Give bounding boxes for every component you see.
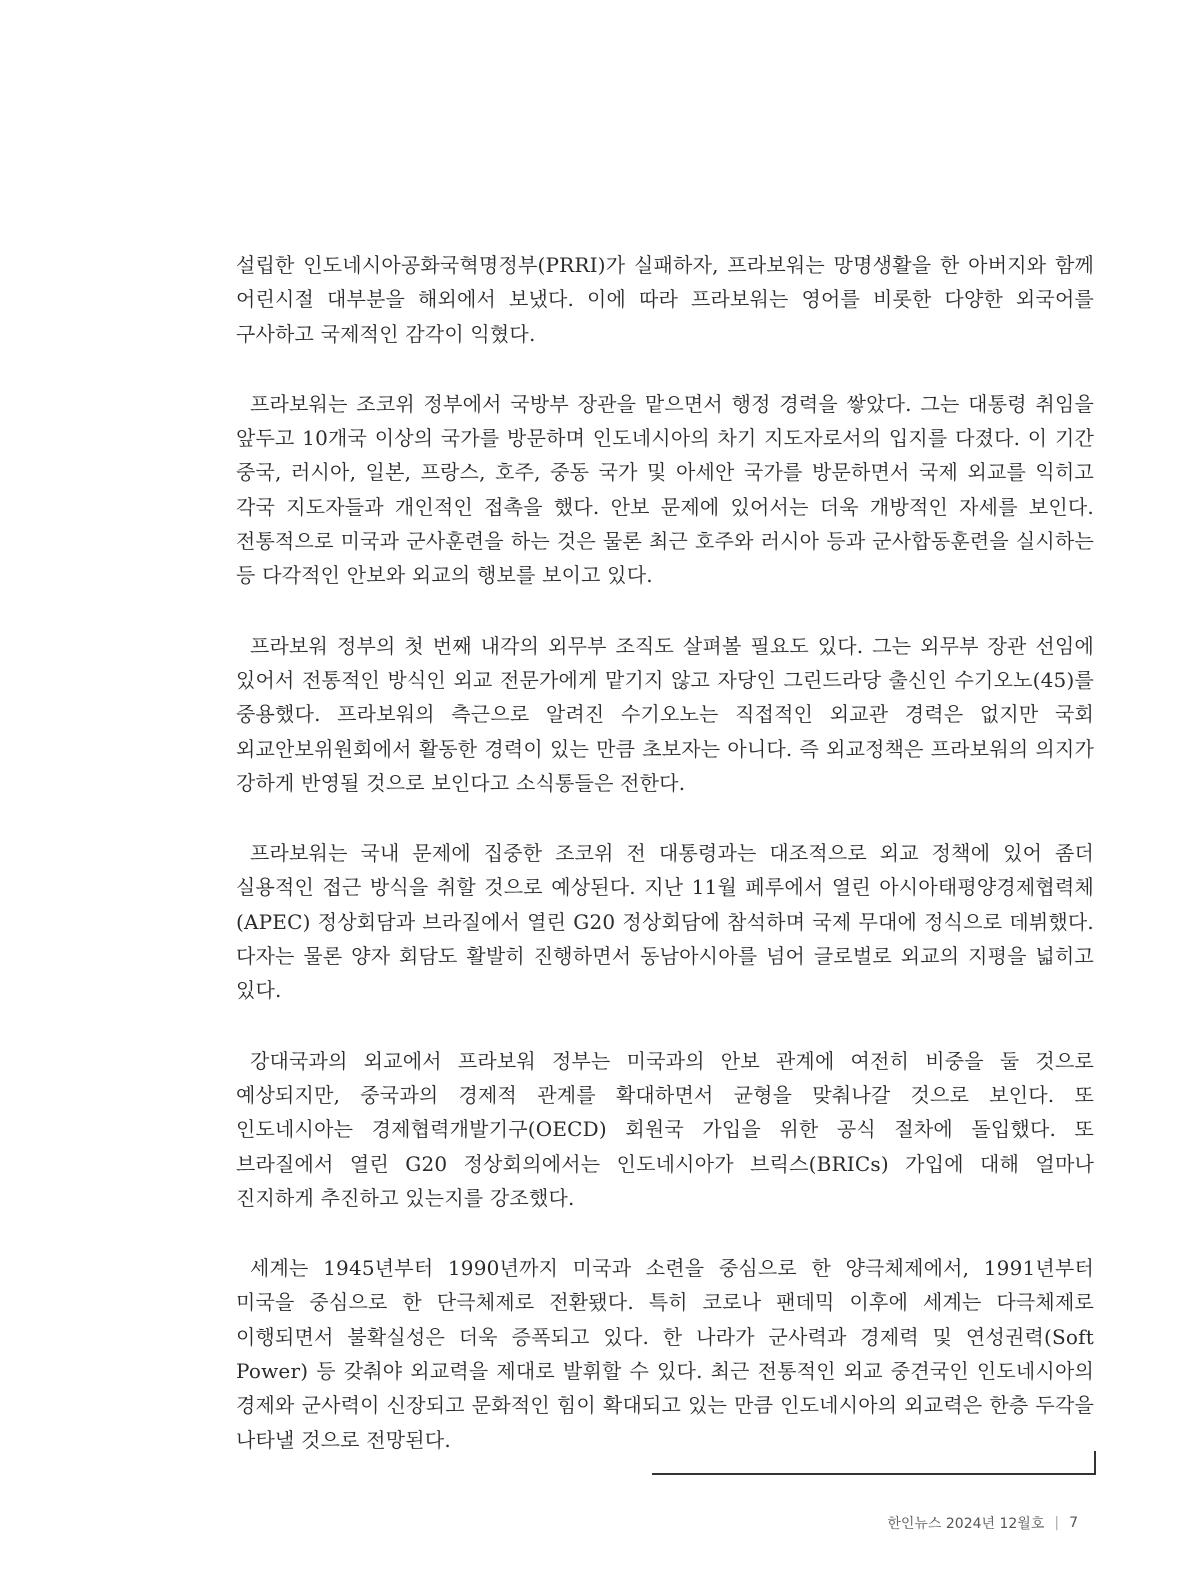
footer-divider-tick [1094, 1451, 1096, 1475]
paragraph-1: 설립한 인도네시아공화국혁명정부(PRRI)가 실패하자, 프라보워는 망명생활을 한 아버지와 함께 어린시절 대부분을 해외에서 보냈다. 이에 따라 프라보워는 영어를 비롯한 다양한 외국어를 구사하고 국제적인 감각이 익혔다. [236, 253, 1094, 346]
paragraph-5: 강대국과의 외교에서 프라보워 정부는 미국과의 안보 관계에 여전히 비중을 둘 것으로 예상되지만, 중국과의 경제적 관계를 확대하면서 균형을 맞춰나갈 것으로 보인다. 또 인도네시아는 경제협력개발기구(OECD) 회원국 가입을 위한 공식 절차에 돌입했다. 또 브라질에서 열린 G20 정상회의에서는 인도네시아가 브릭스(BRICs) 가입에 대해 얼마나 진지하게 추진하고 있는지를 강조했다. [236, 1048, 1094, 1210]
paragraph-3: 프라보워 정부의 첫 번째 내각의 외무부 조직도 살펴볼 필요도 있다. 그는 외무부 장관 선임에 있어서 전통적인 방식인 외교 전문가에게 맡기지 않고 자당인 그린드라당 출신인 수기오노(45)를 중용했다. 프라보워의 측근으로 알려진 수기오노는 직접적인 외교관 경력은 없지만 국회 외교안보위원회에서 활동한 경력이 있는 만큼 초보자는 아니다. 즉 외교정책은 프라보워의 의지가 강하게 반영될 것으로 보인다고 소식통들은 전한다. [236, 633, 1094, 795]
page-footer [887, 1513, 1078, 1533]
paragraph-6: 세계는 1945년부터 1990년까지 미국과 소련을 중심으로 한 양극체제에서, 1991년부터 미국을 중심으로 한 단극체제로 전환됐다. 특히 코로나 팬데믹 이후에 세계는 다극체제로 이행되면서 불확실성은 더욱 증폭되고 있다. 한 나라가 군사력과 경제력 및 연성권력(Soft Power) 등 갖춰야 외교력을 제대로 발휘할 수 있다. 최근 전통적인 외교 중견국인 인도네시아의 경제와 군사력이 신장되고 문화적인 힘이 확대되고 있는 만큼 인도네시아의 외교력은 한층 두각을 나타낼 것으로 전망된다. [236, 1256, 1094, 1452]
article-body [236, 248, 1094, 1493]
footer-separator: | [1054, 1515, 1060, 1531]
publication-title: 한인뉴스 2024년 12월호 [887, 1516, 1045, 1532]
page-number: 7 [1069, 1515, 1078, 1531]
paragraph-4: 프라보워는 국내 문제에 집중한 조코위 전 대통령과는 대조적으로 외교 정책에 있어 좀더 실용적인 접근 방식을 취할 것으로 예상된다. 지난 11월 페루에서 열린 아시아태평양경제협력체(APEC) 정상회담과 브라질에서 열린 G20 정상회담에 참석하며 국제 무대에 정식으로 데뷔했다. 다자는 물론 양자 회담도 활발히 진행하면서 동남아시아를 넘어 글로벌로 외교의 지평을 넓히고 있다. [236, 841, 1094, 1003]
paragraph-2: 프라보워는 조코위 정부에서 국방부 장관을 맡으면서 행정 경력을 쌓았다. 그는 대통령 취임을 앞두고 10개국 이상의 국가를 방문하며 인도네시아의 차기 지도자로서의 입지를 다졌다. 이 기간 중국, 러시아, 일본, 프랑스, 호주, 중동 국가 및 아세안 국가를 방문하면서 국제 외교를 익히고 각국 지도자들과 개인적인 접촉을 했다. 안보 문제에 있어서는 더욱 개방적인 자세를 보인다. 전통적으로 미국과 군사훈련을 하는 것은 물론 최근 호주와 러시아 등과 군사합동훈련을 실시하는 등 다각적인 안보와 외교의 행보를 보이고 있다. [236, 391, 1094, 588]
footer-divider-line [652, 1473, 1096, 1475]
